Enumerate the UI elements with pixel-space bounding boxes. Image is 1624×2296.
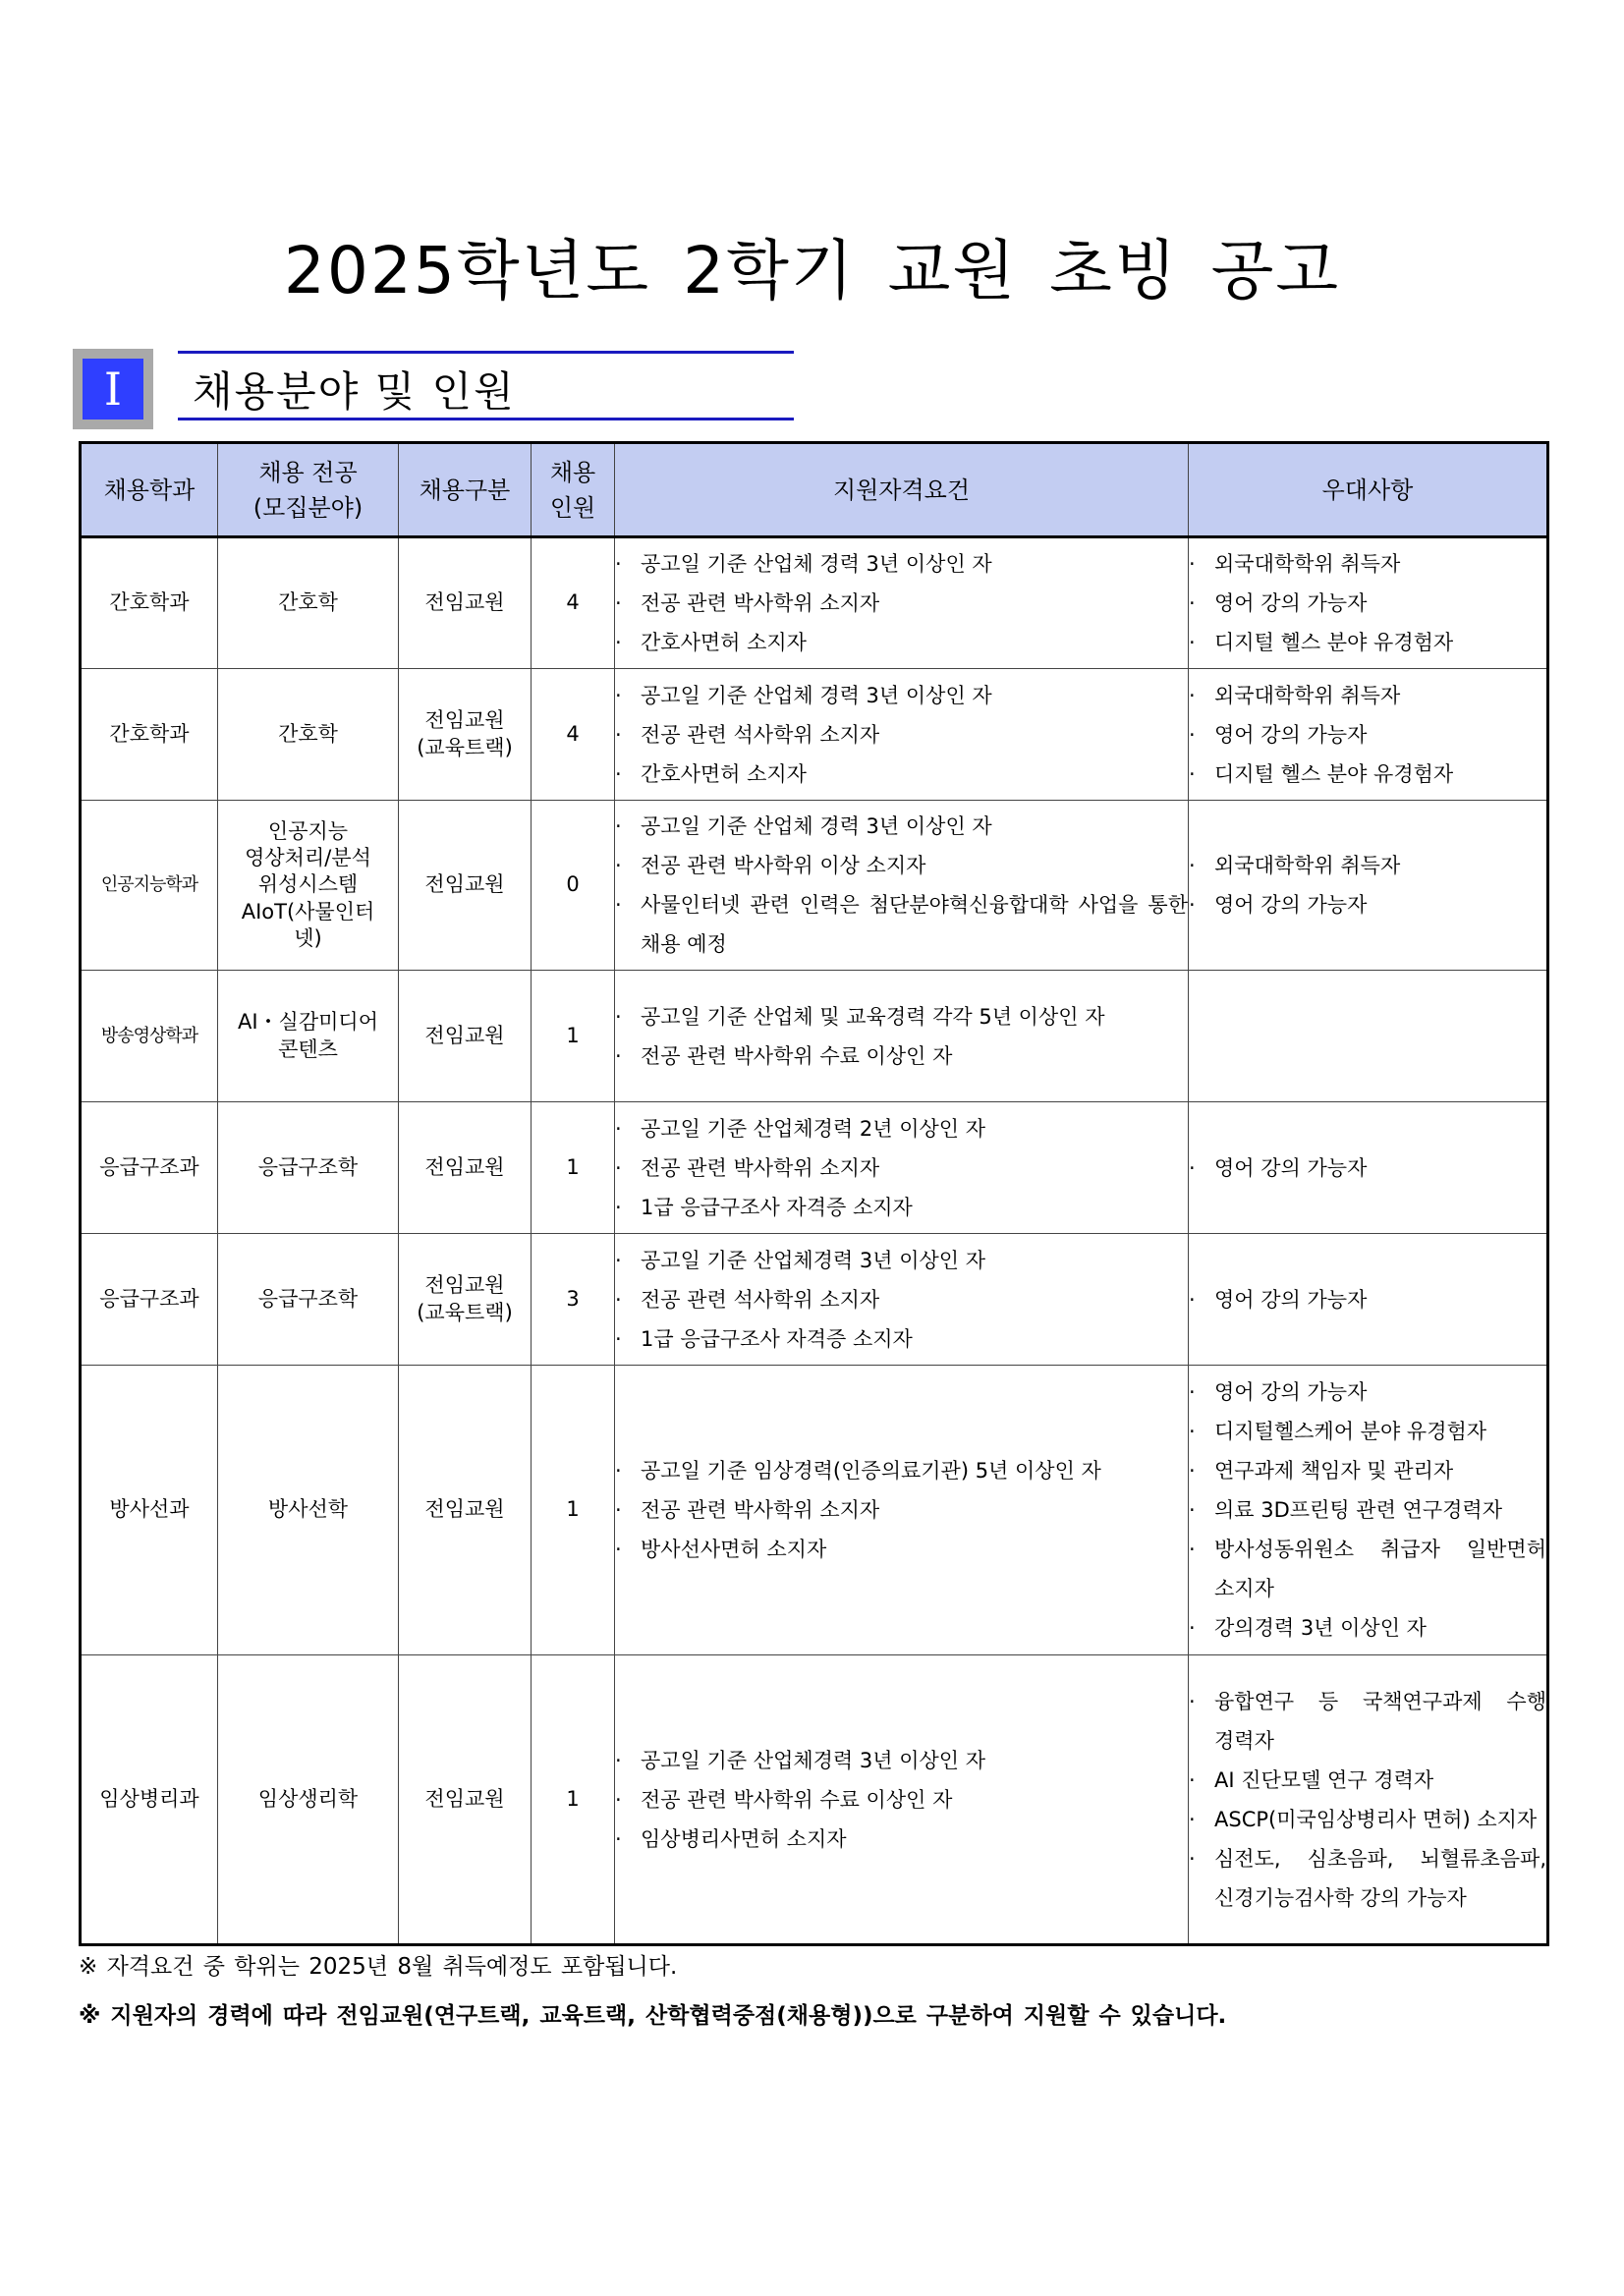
major-cell: 임상생리학 (218, 1655, 399, 1945)
requirement-item: · 간호사면허 소지자 (615, 623, 1188, 662)
preferences-cell (1189, 1234, 1548, 1366)
bullet-icon: · (615, 722, 622, 747)
bullet-icon: · (615, 552, 622, 576)
requirement-item: · 전공 관련 박사학위 소지자 (615, 584, 1188, 623)
table-row (81, 537, 1548, 669)
bullet-icon: · (1189, 552, 1196, 576)
requirement-item: · 공고일 기준 산업체 경력 3년 이상인 자 (615, 676, 1188, 715)
bullet-icon: · (615, 814, 622, 838)
page-title: 2025학년도 2학기 교원 초빙 공고 (283, 233, 1341, 308)
count-cell: 1 (532, 1655, 615, 1945)
count-cell: 1 (532, 971, 615, 1102)
bullet-icon: · (615, 1826, 622, 1851)
table-row (81, 669, 1548, 801)
bullet-icon: · (615, 1326, 622, 1351)
bullet-icon: · (1189, 1380, 1196, 1404)
preference-item: · 영어 강의 가능자 (1189, 1372, 1546, 1412)
table-row (81, 1655, 1548, 1945)
bullet-icon: · (1189, 631, 1196, 654)
bullet-icon: · (615, 1043, 622, 1068)
requirements-cell (615, 537, 1189, 669)
requirement-item: · 전공 관련 석사학위 소지자 (615, 1280, 1188, 1319)
type-cell: 전임교원 (399, 537, 532, 669)
preference-item: · 디지털헬스케어 분야 유경험자 (1189, 1412, 1546, 1451)
preference-item: · ASCP(미국임상병리사 면허) 소지자 (1189, 1800, 1546, 1839)
bullet-icon: · (1189, 1538, 1196, 1561)
bullet-icon: · (615, 1287, 622, 1312)
type-cell: 전임교원 (교육트랙) (399, 1234, 532, 1366)
bullet-icon: · (615, 1248, 622, 1272)
dept-cell: 인공지능학과 (81, 801, 218, 971)
dept-cell: 응급구조과 (81, 1102, 218, 1234)
bullet-icon: · (1189, 1616, 1196, 1640)
table-header-row (81, 443, 1548, 537)
table-row (81, 1366, 1548, 1655)
dept-cell: 방송영상학과 (81, 971, 218, 1102)
bullet-icon: · (615, 761, 622, 786)
preference-item: · 연구과제 책임자 및 관리자 (1189, 1451, 1546, 1490)
bullet-icon: · (615, 631, 622, 654)
bullet-icon: · (1189, 1807, 1196, 1831)
preferences-cell (1189, 801, 1548, 971)
preference-item: · 강의경력 3년 이상인 자 (1189, 1608, 1546, 1648)
preference-item: · 심전도, 심초음파, 뇌혈류초음파, 신경기능검사학 강의 가능자 (1189, 1839, 1546, 1918)
table-row (81, 971, 1548, 1102)
type-cell: 전임교원 (399, 1366, 532, 1655)
requirement-item: · 전공 관련 박사학위 이상 소지자 (615, 846, 1188, 885)
preference-item: · 방사성동위원소 취급자 일반면허 소지자 (1189, 1530, 1546, 1608)
bullet-icon: · (1189, 683, 1196, 707)
bullet-icon: · (615, 1459, 622, 1483)
bullet-icon: · (1189, 1498, 1196, 1522)
preference-item: · 디지털 헬스 분야 유경험자 (1189, 623, 1546, 662)
dept-cell: 응급구조과 (81, 1234, 218, 1366)
bullet-icon: · (1189, 591, 1196, 615)
major-cell: 간호학 (218, 669, 399, 801)
section-bottom-rule (178, 418, 794, 420)
dept-cell: 임상병리과 (81, 1655, 218, 1945)
count-cell: 1 (532, 1366, 615, 1655)
major-cell: 방사선학 (218, 1366, 399, 1655)
requirements-cell (615, 1234, 1189, 1366)
requirement-item: · 공고일 기준 산업체경력 3년 이상인 자 (615, 1241, 1188, 1280)
preference-item: · 외국대학학위 취득자 (1189, 544, 1546, 584)
section-top-rule (178, 351, 794, 354)
header-preferences: 우대사항 (1189, 443, 1548, 537)
requirement-item: · 공고일 기준 산업체 및 교육경력 각각 5년 이상인 자 (615, 997, 1188, 1036)
preference-item: · AI 진단모델 연구 경력자 (1189, 1761, 1546, 1800)
requirements-cell (615, 1655, 1189, 1945)
requirement-item: · 공고일 기준 산업체경력 2년 이상인 자 (615, 1109, 1188, 1148)
dept-cell: 방사선과 (81, 1366, 218, 1655)
bullet-icon: · (615, 1155, 622, 1180)
preferences-cell (1189, 669, 1548, 801)
bullet-icon: · (1189, 1459, 1196, 1483)
bullet-icon: · (1189, 1846, 1196, 1871)
bullet-icon: · (615, 854, 622, 877)
bullet-icon: · (1189, 722, 1196, 747)
bullet-icon: · (615, 1748, 622, 1772)
bullet-icon: · (615, 893, 622, 917)
requirements-cell (615, 971, 1189, 1102)
requirement-item: · 방사선사면허 소지자 (615, 1530, 1188, 1569)
preference-item: · 외국대학학위 취득자 (1189, 676, 1546, 715)
requirements-cell (615, 669, 1189, 801)
bullet-icon: · (615, 1116, 622, 1141)
preference-item: · 영어 강의 가능자 (1189, 715, 1546, 755)
preference-item: · 융합연구 등 국책연구과제 수행 경력자 (1189, 1682, 1546, 1761)
header-requirements: 지원자격요건 (615, 443, 1189, 537)
count-cell: 3 (532, 1234, 615, 1366)
bullet-icon: · (615, 1538, 622, 1561)
bullet-icon: · (615, 683, 622, 707)
requirement-item: · 사물인터넷 관련 인력은 첨단분야혁신융합대학 사업을 통한 채용 예정 (615, 885, 1188, 964)
type-cell: 전임교원 (399, 1102, 532, 1234)
dept-cell: 간호학과 (81, 537, 218, 669)
recruitment-table (79, 441, 1549, 1946)
requirement-item: · 임상병리사면허 소지자 (615, 1820, 1188, 1859)
requirement-item: · 1급 응급구조사 자격증 소지자 (615, 1188, 1188, 1227)
major-cell: 간호학 (218, 537, 399, 669)
count-cell: 0 (532, 801, 615, 971)
requirement-item: · 전공 관련 박사학위 소지자 (615, 1148, 1188, 1188)
requirement-item: · 공고일 기준 산업체 경력 3년 이상인 자 (615, 807, 1188, 846)
preference-item: · 영어 강의 가능자 (1189, 584, 1546, 623)
bullet-icon: · (615, 1195, 622, 1219)
requirements-cell (615, 801, 1189, 971)
bullet-icon: · (615, 1787, 622, 1812)
bullet-icon: · (1189, 893, 1196, 917)
header-type: 채용구분 (399, 443, 532, 537)
bullet-icon: · (1189, 1767, 1196, 1792)
bullet-icon: · (615, 1498, 622, 1522)
requirement-item: · 전공 관련 박사학위 소지자 (615, 1490, 1188, 1530)
bullet-icon: · (1189, 761, 1196, 786)
table-row (81, 1234, 1548, 1366)
preference-item: · 외국대학학위 취득자 (1189, 846, 1546, 885)
major-cell: AI・실감미디어 콘텐츠 (218, 971, 399, 1102)
requirements-cell (615, 1102, 1189, 1234)
section-number-badge (73, 349, 153, 429)
major-cell: 인공지능 영상처리/분석 위성시스템 AIoT(사물인터 넷) (218, 801, 399, 971)
table-row (81, 1102, 1548, 1234)
bullet-icon: · (1189, 854, 1196, 877)
requirement-item: · 간호사면허 소지자 (615, 755, 1188, 794)
table-row (81, 801, 1548, 971)
type-cell: 전임교원 (399, 801, 532, 971)
bullet-icon: · (615, 591, 622, 615)
note-degree: ※ 자격요건 중 학위는 2025년 8월 취득예정도 포함됩니다. (79, 1954, 678, 1980)
dept-cell: 간호학과 (81, 669, 218, 801)
bullet-icon: · (1189, 1155, 1196, 1180)
header-major: 채용 전공 (모집분야) (218, 443, 399, 537)
preferences-cell (1189, 971, 1548, 1102)
bullet-icon: · (1189, 1420, 1196, 1443)
preferences-cell (1189, 1102, 1548, 1234)
header-dept: 채용학과 (81, 443, 218, 537)
note-track: ※ 지원자의 경력에 따라 전임교원(연구트랙, 교육트랙, 산학협력중점(채용형))으로 구분하여 지원할 수 있습니다. (79, 2003, 1227, 2029)
section-number: I (83, 359, 143, 420)
preference-item: · 의료 3D프린팅 관련 연구경력자 (1189, 1490, 1546, 1530)
type-cell: 전임교원 (399, 971, 532, 1102)
preferences-cell (1189, 1655, 1548, 1945)
type-cell: 전임교원 (교육트랙) (399, 669, 532, 801)
preferences-cell (1189, 537, 1548, 669)
requirement-item: · 공고일 기준 임상경력(인증의료기관) 5년 이상인 자 (615, 1451, 1188, 1490)
preference-item: · 영어 강의 가능자 (1189, 885, 1546, 924)
requirement-item: · 전공 관련 박사학위 수료 이상인 자 (615, 1780, 1188, 1820)
requirements-cell (615, 1366, 1189, 1655)
table-body (81, 537, 1548, 1945)
major-cell: 응급구조학 (218, 1234, 399, 1366)
preferences-cell (1189, 1366, 1548, 1655)
requirement-item: · 공고일 기준 산업체 경력 3년 이상인 자 (615, 544, 1188, 584)
requirement-item: · 전공 관련 박사학위 수료 이상인 자 (615, 1036, 1188, 1076)
preference-item: · 영어 강의 가능자 (1189, 1148, 1546, 1188)
bullet-icon: · (1189, 1287, 1196, 1312)
requirement-item: · 공고일 기준 산업체경력 3년 이상인 자 (615, 1741, 1188, 1780)
preference-item: · 영어 강의 가능자 (1189, 1280, 1546, 1319)
bullet-icon: · (1189, 1689, 1196, 1713)
major-cell: 응급구조학 (218, 1102, 399, 1234)
requirement-item: · 전공 관련 석사학위 소지자 (615, 715, 1188, 755)
section-title: 채용분야 및 인원 (193, 367, 516, 416)
count-cell: 1 (532, 1102, 615, 1234)
header-count: 채용 인원 (532, 443, 615, 537)
requirement-item: · 1급 응급구조사 자격증 소지자 (615, 1319, 1188, 1359)
type-cell: 전임교원 (399, 1655, 532, 1945)
count-cell: 4 (532, 537, 615, 669)
preference-item: · 디지털 헬스 분야 유경험자 (1189, 755, 1546, 794)
count-cell: 4 (532, 669, 615, 801)
bullet-icon: · (615, 1004, 622, 1029)
